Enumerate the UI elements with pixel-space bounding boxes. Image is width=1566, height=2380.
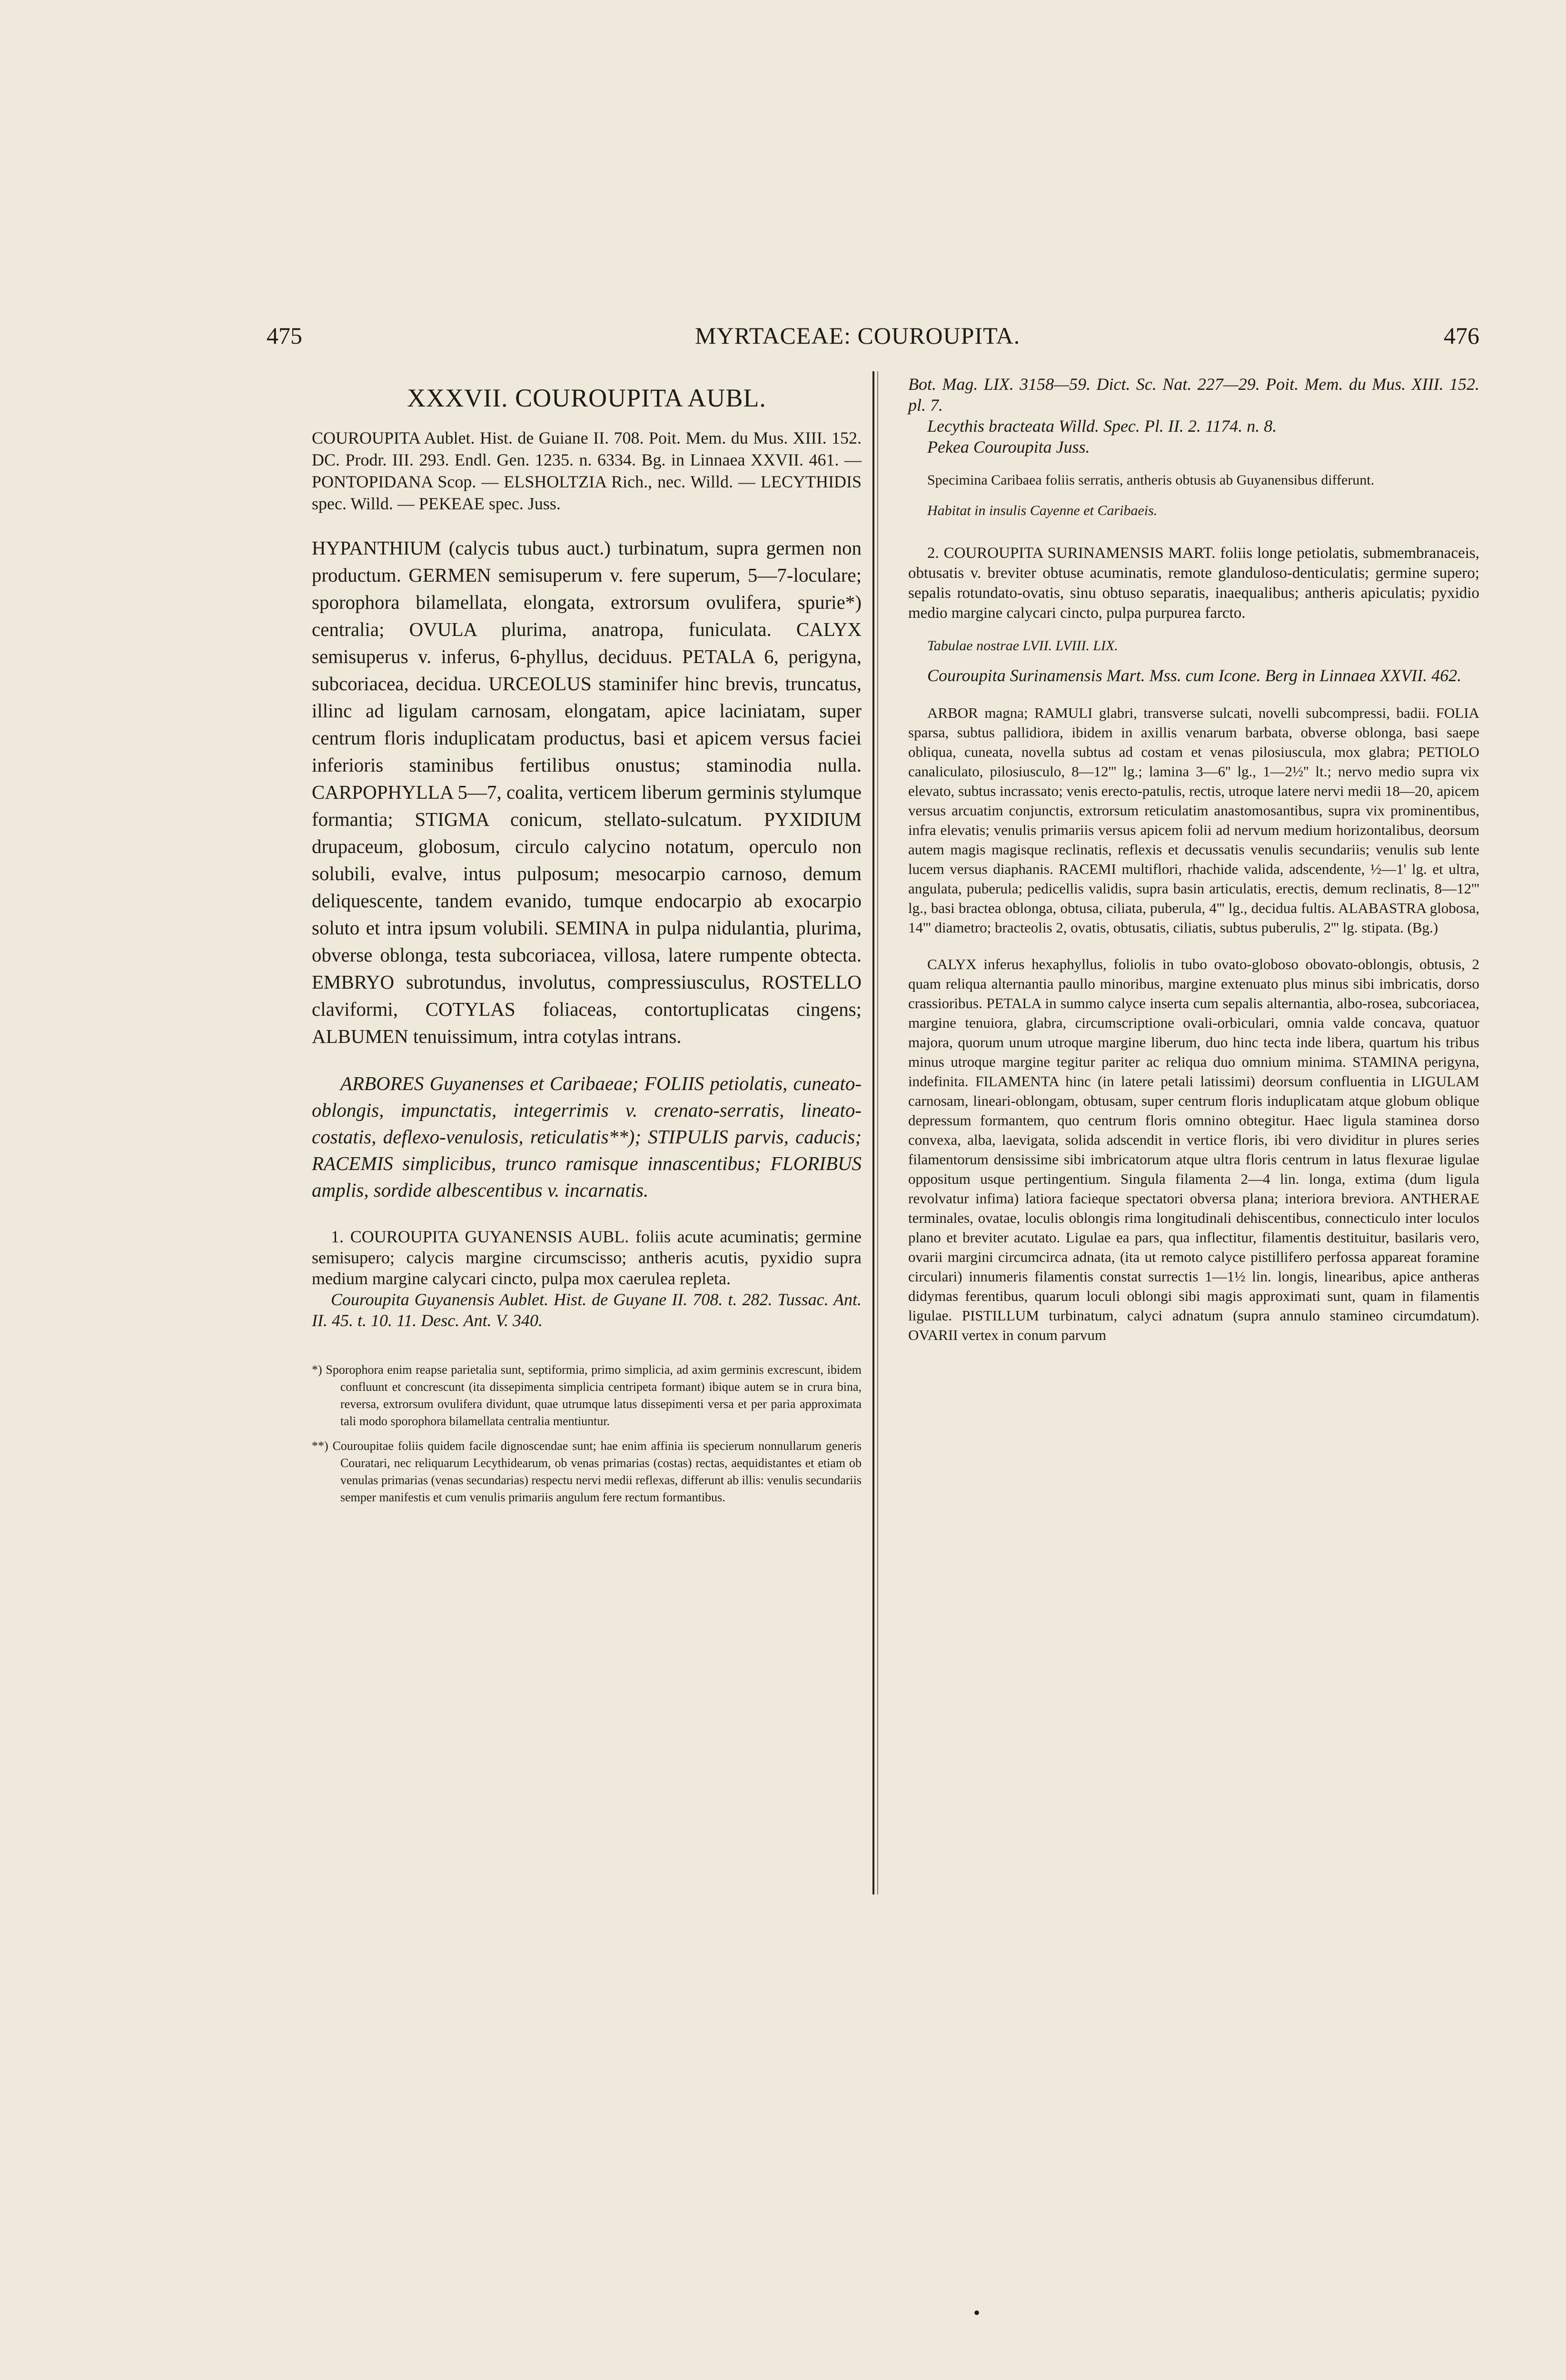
- species-1-citation: Couroupita Guyanensis Aublet. Hist. de Guyane II. 708. t. 282. Tussac. Ant. II. 45. t. 10. 11. Desc. Ant. V. 340.: [312, 1290, 862, 1330]
- genus-diagnosis: ARBORES Guyanenses et Caribaeae; FOLIIS petiolatis, cuneato-oblongis, impunctatis, integerrimis v. crenato-serratis, lineato-costatis, deflexo-venulosis, reticulatis**); STIPULIS parvis, caducis; RACEMIS simplicibus, trunco ramisque innascentibus; FLORIBUS amplis, sordide albescentibus v. incarnatis.: [312, 1072, 862, 1201]
- printers-mark: •: [973, 2302, 981, 2323]
- specimina-note: Specimina Caribaea foliis serratis, antheris obtusis ab Guyanensibus differunt.: [927, 472, 1375, 488]
- generic-description: HYPANTHIUM (calycis tubus auct.) turbinatum, supra germen non productum. GERMEN semisuperum v. fere superum, 5—7-loculare; sporophora bilamellata, elongata, extrorsum ovulifera, spurie*) centralia; OVULA plurima, anatropa, funiculata. CALYX semisuperus v. inferus, 6-phyllus, deciduus. PETALA 6, perigyna, subcoriacea, decidua. URCEOLUS staminifer hinc brevis, truncatus, illinc ad ligulam carnosam, elongatam, apice laciniatam, super centrum floris induplicatam productus, basi et apicem versus faciei inferioris staminibus fertilibus onustus; staminodia nulla. CARPOPHYLLA 5—7, coalita, verticem liberum germinis stylumque formantia; STIGMA conicum, stellato-sulcatum. PYXIDIUM drupaceum, globosum, circulo calycino notatum, operculo non solubili, evalve, intus pulposum; mesocarpio carnoso, demum deliquescente, tandem evanido, tumque endocarpio ab exocarpio soluto et intra ipsum volubili. SEMINA in pulpa nidulantia, plurima, obverse oblonga, testa subcoriacea, villosa, latere rumpente obtecta. EMBRYO subrotundus, involutus, compressiusculus, ROSTELLO claviformi, COTYLAS foliaceas, contortuplicatas cingens; ALBUMEN tenuissimum, intra cotylas intrans.: [312, 537, 862, 1047]
- calyx-description: CALYX inferus hexaphyllus, foliolis in tubo ovato-globoso obovato-oblongis, obtusis, 2 quam reliqua alternantia paullo minoribus, margine extenuato plus minus sibi imbricatis, dorso crassioribus. PETALA in summo calyce inserta cum sepalis alternantia, albo-rosea, subcoriacea, margine tenuiora, glabra, circumscriptione ovali-orbiculari, omnia valde concava, quatuor majora, quorum unum utroque margine liberum, duo hinc tecta inde libera, quartum his tribus minus utroque margine tegitur pariter ac reliqua duo omnium minima. STAMINA perigyna, indefinita. FILAMENTA hinc (in latere petali latissimi) deorsum confluentia in LIGULAM carnosam, lineari-oblongam, obtusam, super centrum floris induplicatam atque globum oblique depressum formantem, quo centrum floris omnino obtegitur. Haec ligula staminea dorso convexa, alba, laevigata, solida adscendit in vertice floris, ibi vero dividitur in plures series filamentorum densissime sibi imbricatorum atque ultra floris centrum in latus flexurae ligulae oppositum usque pertingentium. Singula filamenta 2—4 lin. longa, extima (dum ligula revolvatur infima) latiora facieque spectatori obversa plana; interiora breviora. ANTHERAE terminales, ovatae, loculis oblongis rima longitudinali dehiscentibus, connecticulo inter loculos plano et breviter acutato. Ligulae ea pars, qua inflectitur, filamentis destituitur, basilaris vero, ovarii margini circumcirca adnata, (ita ut remoto calyce pistillifero perfossa appareat foramine circulari) innumeris filamentis constat surrectis 1—1½ lin. longis, linearibus, apice antheras didymas ferentibus, quarum loculi oblongi sibi magis approximati sunt, quam in filamentis ligulae. PISTILLUM turbinatum, calyci adnatum (supra annulo stamineo circumdatum). OVARII vertex in conum parvum: [908, 956, 1479, 1343]
- column-divider-thin: [877, 371, 878, 1894]
- right-column: [908, 374, 1479, 1345]
- genus-synonymy: COUROUPITA Aublet. Hist. de Guiane II. 708. Poit. Mem. du Mus. XIII. 152. DC. Prodr. III. 293. Endl. Gen. 1235. n. 6334. Bg. in Linnaea XXVII. 461. — PONTOPIDANA Scop. — ELSHOLTZIA Rich., nec. Willd. — LECYTHIDIS spec. Willd. — PEKEAE spec. Juss.: [312, 428, 862, 513]
- continued-citation: Bot. Mag. LIX. 3158—59. Dict. Sc. Nat. 227—29. Poit. Mem. du Mus. XIII. 152. pl. 7.: [908, 375, 1479, 415]
- species-2-citation: Couroupita Surinamensis Mart. Mss. cum Icone. Berg in Linnaea XXVII. 462.: [927, 666, 1462, 685]
- habitat-note: Habitat in insulis Cayenne et Caribaeis.: [927, 503, 1158, 518]
- running-title: MYRTACEAE: COUROUPITA.: [695, 322, 1021, 349]
- running-header: [267, 322, 1479, 360]
- page-number-right: 476: [1444, 322, 1479, 349]
- genus-title: XXXVII. COUROUPITA AUBL.: [407, 384, 766, 412]
- footnote-2: **) Couroupitae foliis quidem facile dignoscendae sunt; hae enim affinia iis specierum nonnullarum generis Couratari, nec reliquarum Lecythidearum, ob venas primarias (costas) rectas, aequidistantes et etiam ob venulas primarias (venas secundarias) respectu nervi medii reflexas, differunt ab illis: venulis secundariis semper manifestis et cum venulis primariis angulum fere rectum formantibus.: [312, 1439, 862, 1504]
- arbor-description: ARBOR magna; RAMULI glabri, transverse sulcati, novelli subcompressi, badii. FOLIA sparsa, subtus pallidiora, ibidem in axillis venarum barbata, obverse oblonga, basi saepe obliqua, cuneata, novella subtus ad costam et venas pilosiuscula, mox glabra; PETIOLO canaliculato, pilosiusculo, 8—12''' lg.; lamina 3—6'' lg., 1—2½'' lt.; nervo medio supra vix elevato, subtus incrassato; venis erecto-patulis, rectis, utroque latere nervi medii 18—20, apicem versus arcuatim conjunctis, extrorsum reticulatim anastomosantibus, supra vix prominentibus, infra elevatis; venulis primariis versus apicem folii ad nervum medium horizontalibus, deorsum autem magis magisque reclinatis, reflexis et decussatis venulis secundariis; venulis sub lente lucem versus diaphanis. RACEMI multiflori, rhachide valida, adscendente, ½—1' lg. et ultra, angulata, puberula; pedicellis validis, supra basin articulatis, erectis, demum reclinatis, 8—12''' lg., basi bractea oblonga, obtusa, ciliata, puberula, 4''' lg., decidua fultis. ALABASTRA globosa, 14''' diametro; bracteolis 2, ovatis, obtusatis, ciliatis, subtus puberulis, 2''' lg. stipata. (Bg.): [908, 704, 1479, 936]
- pekea-synonym: Pekea Couroupita Juss.: [927, 437, 1090, 456]
- plates-reference: Tabulae nostrae LVII. LVIII. LIX.: [927, 638, 1118, 654]
- species-2-description: 2. COUROUPITA SURINAMENSIS MART. foliis longe petiolatis, submembranaceis, obtusatis v. breviter obtuse acuminatis, remote glanduloso-denticulatis; germine supero; sepalis rotundato-ovatis, sinu obtuso separatis, inaequalibus; antheris apiculatis; pyxidio medio margine calycari cincto, pulpa purpurea farcto.: [908, 545, 1479, 622]
- lecythis-synonym: Lecythis bracteata Willd. Spec. Pl. II. 2. 1174. n. 8.: [927, 416, 1277, 436]
- footnote-1: *) Sporophora enim reapse parietalia sunt, septiformia, primo simplicia, ad axim germinis excrescunt, ibidem confluunt et concrescunt (ita dissepimenta simplicia centripeta formant) ibique autem se in crura bina, reversa, extrorsum ovulifera dividunt, quae utrumque latus dissepimenti versa et per paria approximata tali modo sporophora bilamellata centralia mentiuntur.: [312, 1363, 862, 1428]
- left-column: [312, 374, 862, 1506]
- column-divider: [872, 371, 874, 1894]
- page-number-left: 475: [267, 322, 302, 349]
- species-1-description: 1. COUROUPITA GUYANENSIS AUBL. foliis acute acuminatis; germine semisupero; calycis margine circumscisso; antheris acutis, pyxidio supra medium margine calycari cincto, pulpa mox caerulea repleta.: [312, 1227, 862, 1288]
